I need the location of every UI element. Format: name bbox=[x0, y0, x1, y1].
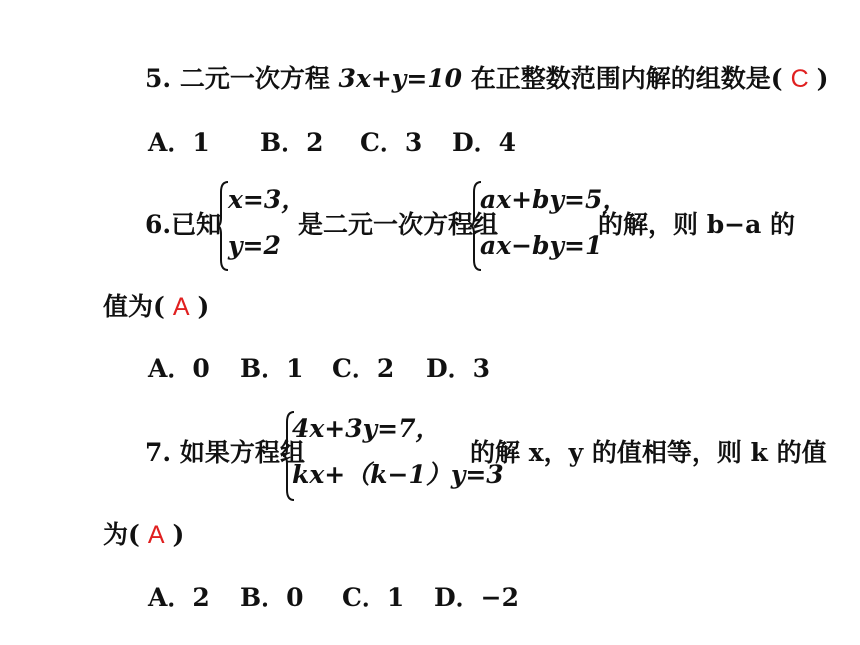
q5-option-b: B．2 bbox=[260, 128, 324, 157]
q7-option-b: B．0 bbox=[240, 583, 304, 612]
q6-system-line2: ax−by=1 bbox=[480, 231, 603, 260]
q6-option-b: B．1 bbox=[240, 354, 304, 383]
q5-text-pre: 二元一次方程 bbox=[179, 64, 339, 93]
q6-lead bbox=[145, 210, 221, 240]
question-5 bbox=[145, 64, 829, 94]
q7-lead bbox=[145, 438, 305, 468]
q7-option-c: C．1 bbox=[342, 583, 405, 612]
q7-number: 7. bbox=[145, 438, 172, 467]
q7-answer: A bbox=[147, 521, 165, 549]
q5-option-c: C．3 bbox=[360, 128, 423, 157]
q6-system-line1: ax+by=5， bbox=[480, 185, 628, 214]
q6-answer: A bbox=[172, 293, 190, 321]
q6-option-d: D．3 bbox=[426, 354, 491, 383]
q6-close: ) bbox=[197, 292, 210, 321]
q5-close: ) bbox=[816, 64, 829, 93]
q6-post: 的解，则 b−a 的 bbox=[598, 210, 796, 239]
q6-mid: 是二元一次方程组 bbox=[298, 210, 499, 239]
q6-solution-line2: y=2 bbox=[228, 231, 281, 260]
q7-cont-text: 为( bbox=[103, 520, 140, 549]
q6-number: 6. bbox=[145, 210, 172, 239]
q6-solution-system bbox=[228, 177, 306, 269]
q5-equation: 3x+y=10 bbox=[338, 64, 463, 93]
q7-options bbox=[148, 583, 519, 613]
q7-continuation bbox=[103, 520, 184, 550]
q5-options bbox=[148, 128, 516, 158]
q5-option-d: D．4 bbox=[452, 128, 517, 157]
q6-options bbox=[148, 354, 490, 384]
q5-answer: C bbox=[790, 65, 809, 93]
q6-solution-line1: x=3， bbox=[228, 185, 307, 214]
q6-cont-text: 值为( bbox=[103, 292, 165, 321]
q6-continuation bbox=[103, 292, 209, 322]
q7-pre: 如果方程组 bbox=[179, 438, 305, 467]
q7-close: ) bbox=[172, 520, 185, 549]
q6-option-c: C．2 bbox=[332, 354, 395, 383]
q7-option-a: A．2 bbox=[148, 583, 210, 612]
q5-option-a: A．1 bbox=[148, 128, 210, 157]
q7-option-d: D．−2 bbox=[434, 583, 520, 612]
q6-option-a: A．0 bbox=[148, 354, 210, 383]
q5-number: 5. bbox=[145, 64, 172, 93]
q7-system-line2: kx+（k−1）y=3 bbox=[292, 460, 504, 489]
q7-system-line1: 4x+3y=7， bbox=[292, 414, 441, 443]
q5-text-post: 在正整数范围内解的组数是( bbox=[462, 64, 783, 93]
q6-known: 已知 bbox=[171, 210, 222, 239]
q7-post: 的解 x，y 的值相等，则 k 的值 bbox=[470, 438, 827, 467]
